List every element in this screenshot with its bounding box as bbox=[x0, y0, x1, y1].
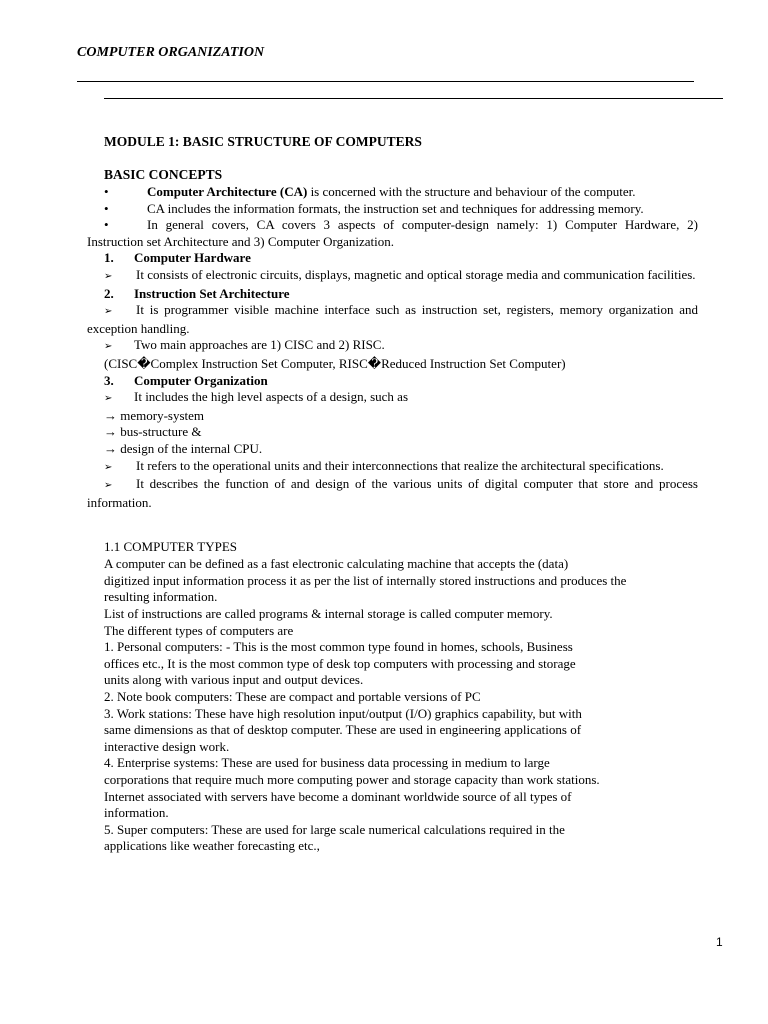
section-heading-computer-hardware bbox=[87, 250, 698, 267]
sub-item: → design of the internal CPU. bbox=[104, 440, 263, 456]
arrow-point-text: Two main approaches are 1) CISC and 2) RISC. bbox=[134, 337, 385, 353]
acronym-note: (CISC�Complex Instruction Set Computer, RISC�Reduced Instruction Set Computer) bbox=[104, 355, 566, 371]
arrow-bullet-icon: ➢ bbox=[104, 341, 113, 353]
bullet-text: In general covers, CA covers 3 aspects of computer-design namely: 1) Computer Hardware, 2) Instruction set Architecture and 3) Computer Organization. bbox=[87, 217, 698, 249]
section-number: 1. bbox=[104, 250, 114, 266]
arrow-point-text: It is programmer visible machine interface such as instruction set, registers, memory organization and exception handling. bbox=[87, 302, 698, 336]
bullet-icon: • bbox=[104, 217, 109, 233]
sub-item: → bus-structure & bbox=[104, 424, 202, 440]
paragraph-line: 1. Personal computers: - This is the most common type found in homes, schools, Business bbox=[104, 639, 573, 655]
paragraph-line: A computer can be defined as a fast electronic calculating machine that accepts the (data) bbox=[104, 556, 569, 572]
bullet-item bbox=[87, 201, 698, 218]
basic-concepts-section bbox=[87, 166, 698, 511]
paragraph-line: 4. Enterprise systems: These are used for business data processing in medium to large bbox=[104, 755, 550, 771]
header-rule-bottom bbox=[104, 98, 723, 99]
section-heading-instruction-set-architecture bbox=[87, 286, 698, 303]
section-number: 3. bbox=[104, 372, 114, 388]
bullet-text: CA includes the information formats, the instruction set and techniques for addressing memory. bbox=[147, 200, 644, 216]
arrow-point bbox=[87, 389, 698, 408]
paragraph-line: digitized input information process it as per the list of internally stored instructions and produces the bbox=[104, 572, 627, 588]
paragraph-line: 5. Super computers: These are used for large scale numerical calculations required in the bbox=[104, 821, 565, 837]
section-title: Computer Organization bbox=[134, 372, 268, 388]
paragraph-line: Internet associated with servers have become a dominant worldwide source of all types of bbox=[104, 788, 572, 804]
arrow-point-text: It includes the high level aspects of a design, such as bbox=[134, 389, 409, 405]
arrow-point-text: It consists of electronic circuits, displays, magnetic and optical storage media and communication facilities. bbox=[136, 266, 696, 282]
arrow-point bbox=[87, 302, 698, 337]
computer-types-heading: 1.1 COMPUTER TYPES bbox=[104, 539, 238, 554]
arrow-point bbox=[87, 267, 698, 286]
arrow-point bbox=[87, 458, 698, 477]
bullet-item bbox=[87, 217, 698, 250]
section-number: 2. bbox=[104, 285, 114, 301]
paragraph-line: List of instructions are called programs & internal storage is called computer memory. bbox=[104, 605, 553, 621]
basic-concepts-heading: BASIC CONCEPTS bbox=[104, 167, 223, 182]
section-title: Computer Hardware bbox=[134, 250, 251, 266]
bullet-text: is concerned with the structure and behaviour of the computer. bbox=[307, 184, 636, 199]
arrow-point bbox=[87, 476, 698, 511]
paragraph-line: 2. Note book computers: These are compact and portable versions of PC bbox=[104, 688, 481, 704]
section-heading-computer-organization bbox=[87, 373, 698, 390]
bullet-bold-term: Computer Architecture (CA) bbox=[147, 184, 308, 199]
arrow-bullet-icon: ➢ bbox=[104, 461, 113, 473]
arrow-bullet-icon: ➢ bbox=[104, 306, 113, 318]
paragraph-line: units along with various input and output devices. bbox=[104, 672, 364, 688]
computer-types-section bbox=[104, 539, 704, 855]
paragraph-line: The different types of computers are bbox=[104, 622, 294, 638]
arrow-point-text: It refers to the operational units and their interconnections that realize the architectural specifications. bbox=[136, 457, 664, 473]
bullet-icon: • bbox=[104, 200, 109, 216]
module-title: MODULE 1: BASIC STRUCTURE OF COMPUTERS bbox=[104, 134, 422, 149]
paragraph-line: same dimensions as that of desktop computer. These are used in engineering applications of bbox=[104, 722, 582, 738]
paragraph-line: applications like weather forecasting etc., bbox=[104, 838, 320, 854]
paragraph-line: offices etc., It is the most common type of desk top computers with processing and storage bbox=[104, 655, 576, 671]
section-title: Instruction Set Architecture bbox=[134, 285, 290, 301]
paragraph-line: corporations that require much more computing power and storage capacity than work stations. bbox=[104, 771, 600, 787]
document-header-title: COMPUTER ORGANIZATION bbox=[77, 45, 265, 60]
paragraph-line: interactive design work. bbox=[104, 738, 230, 754]
arrow-point-text: It describes the function of and design of the various units of digital computer that store and process information. bbox=[87, 476, 698, 510]
arrow-bullet-icon: ➢ bbox=[104, 393, 113, 405]
paragraph-line: resulting information. bbox=[104, 589, 218, 605]
header-rule-top bbox=[77, 81, 694, 82]
paragraph-line: 3. Work stations: These have high resolution input/output (I/O) graphics capability, but with bbox=[104, 705, 582, 721]
arrow-point bbox=[87, 337, 698, 356]
sub-item: → memory-system bbox=[104, 407, 205, 423]
arrow-bullet-icon: ➢ bbox=[104, 480, 113, 492]
bullet-item bbox=[87, 184, 698, 201]
page-number: 1 bbox=[716, 935, 723, 949]
arrow-bullet-icon: ➢ bbox=[104, 270, 113, 282]
bullet-icon: • bbox=[104, 184, 109, 199]
paragraph-line: information. bbox=[104, 805, 169, 821]
